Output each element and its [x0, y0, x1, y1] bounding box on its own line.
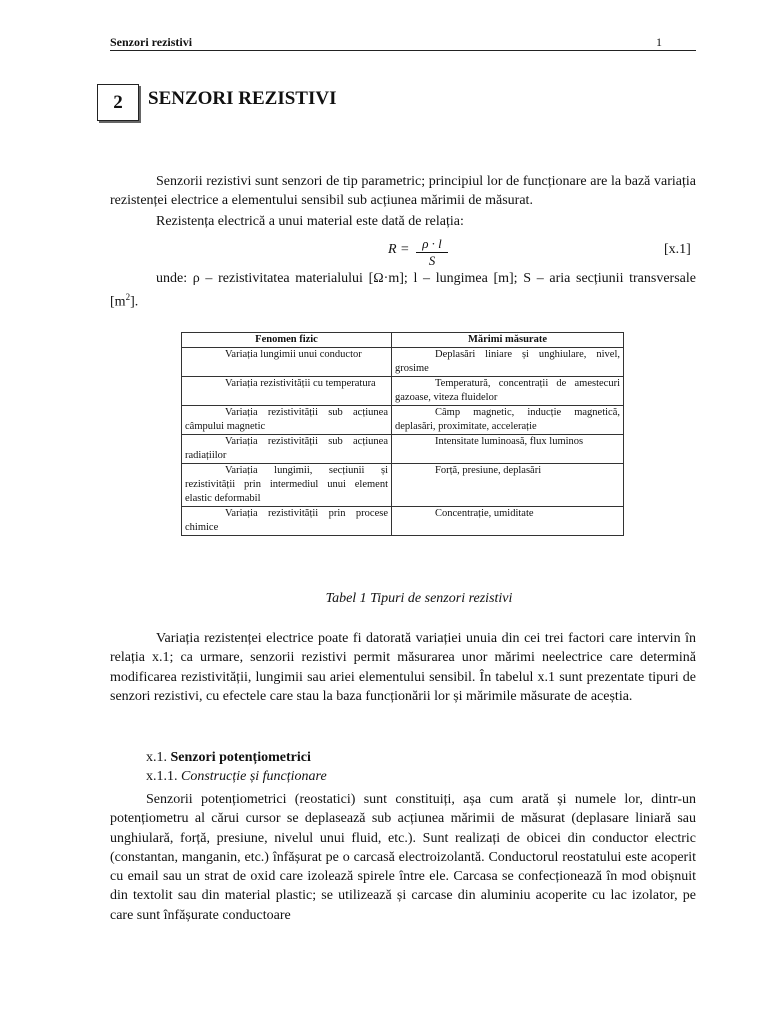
body-paragraph-1: Variația rezistenței electrice poate fi datorată variației unuia din cei trei factori care intervin în relația x.1; ca urmare, senzorii rezistivi permit măsurarea unor mărimi neelectrice care determină modificarea rezistivității, lungimii sau ariei elementului sensibil. În tabelul x.1 sunt prezentate tipuri de senzori rezistivi, cu efectele care stau la baza funcționării lor și mărimile măsurate de aceștia. [110, 631, 696, 704]
table-cell-phenomenon: Variația lungimii unui conductor [182, 348, 392, 377]
subsection-number: x.1.1. [146, 769, 178, 784]
chapter-number-box: 2 [97, 84, 139, 121]
table-cell-quantities: Concentrație, umiditate [392, 507, 624, 536]
subsection-heading [146, 769, 327, 785]
body-paragraph-2: Senzorii potențiometrici (reostatici) sunt constituiți, așa cum arată și numele lor, dintr-un potențiometru al cărui cursor se deplasează sub acțiunea mărimii de măsurat (deplasare liniară sau unghiulară, forță, presiune, nivelul unui fluid, etc.). Sunt realizați de obicei din conductor electric (constantan, manganin, etc.) înfășurat pe o carcasă electroizolantă. Conductorul reostatului este acoperit cu email sau un strat de oxid care izolează spirele între ele. Carcasa se confecționează în mod obișnuit din textolit sau din material plastic; se utilizează și carcase din aluminiu acoperite cu lac izolator, pe care sunt înfășurate conductoare [110, 792, 696, 923]
formula-fraction [416, 236, 448, 269]
formula-denominator: S [428, 253, 436, 268]
table-row [182, 406, 624, 435]
section-title: Senzori potențiometrici [170, 750, 311, 765]
table-cell-quantities: Intensitate luminoasă, flux luminos [392, 435, 624, 464]
table-cell-quantities: Temperatură, concentrații de amestecuri gazoase, viteza fluidelor [392, 377, 624, 406]
sensor-types-table [181, 332, 624, 536]
definitions-superscript: 2 [125, 292, 131, 303]
table-cell-quantities: Deplasări liniare și unghiulare, nivel, grosime [392, 348, 624, 377]
definitions-paragraph [110, 269, 696, 312]
table-row [182, 507, 624, 536]
header-title: Senzori rezistivi [110, 35, 193, 49]
table-caption: Tabel 1 Tipuri de senzori rezistivi [325, 591, 513, 606]
definitions-end: ]. [130, 294, 139, 310]
table-cell-phenomenon: Variația rezistivității sub acțiunea radiațiilor [182, 435, 392, 464]
equation-label: [x.1] [664, 242, 691, 257]
formula-numerator: ρ · l [416, 236, 448, 253]
table-cell-phenomenon: Variația lungimii, secțiunii și rezistivității prin intermediul unui element elastic deformabil [182, 464, 392, 507]
table-cell-phenomenon: Variația rezistivității prin procese chimice [182, 507, 392, 536]
table-header-row [182, 333, 624, 348]
page-number: 1 [656, 35, 662, 49]
intro-paragraph: Senzorii rezistivi sunt senzori de tip parametric; principiul lor de funcționare are la bază variația rezistenței electrice a elementului sensibil sub acțiunea mărimii de măsurat. [110, 174, 696, 209]
table-cell-quantities: Forță, presiune, deplasări [392, 464, 624, 507]
chapter-title: SENZORI REZISTIVI [148, 88, 337, 109]
table-header-quantities: Mărimi măsurate [392, 333, 624, 348]
section-heading [146, 750, 311, 766]
table-row [182, 348, 624, 377]
table-cell-quantities: Câmp magnetic, inducție magnetică, deplasări, proximitate, accelerație [392, 406, 624, 435]
table-row [182, 377, 624, 406]
running-header [110, 34, 696, 51]
table-header-phenomenon: Fenomen fizic [182, 333, 392, 348]
table-row [182, 464, 624, 507]
table-cell-phenomenon: Variația rezistivității sub acțiunea câmpului magnetic [182, 406, 392, 435]
table-row [182, 435, 624, 464]
definitions-text: unde: ρ – rezistivitatea materialului [Ω·m]; l – lungimea [m]; S – aria secțiunii transversale [m [110, 271, 696, 310]
formula-intro: Rezistența electrică a unui material este dată de relația: [156, 214, 464, 229]
subsection-title: Construcție și funcționare [181, 769, 327, 784]
section-number: x.1. [146, 750, 167, 765]
table-cell-phenomenon: Variația rezistivității cu temperatura [182, 377, 392, 406]
formula-lhs: R = [388, 242, 410, 257]
